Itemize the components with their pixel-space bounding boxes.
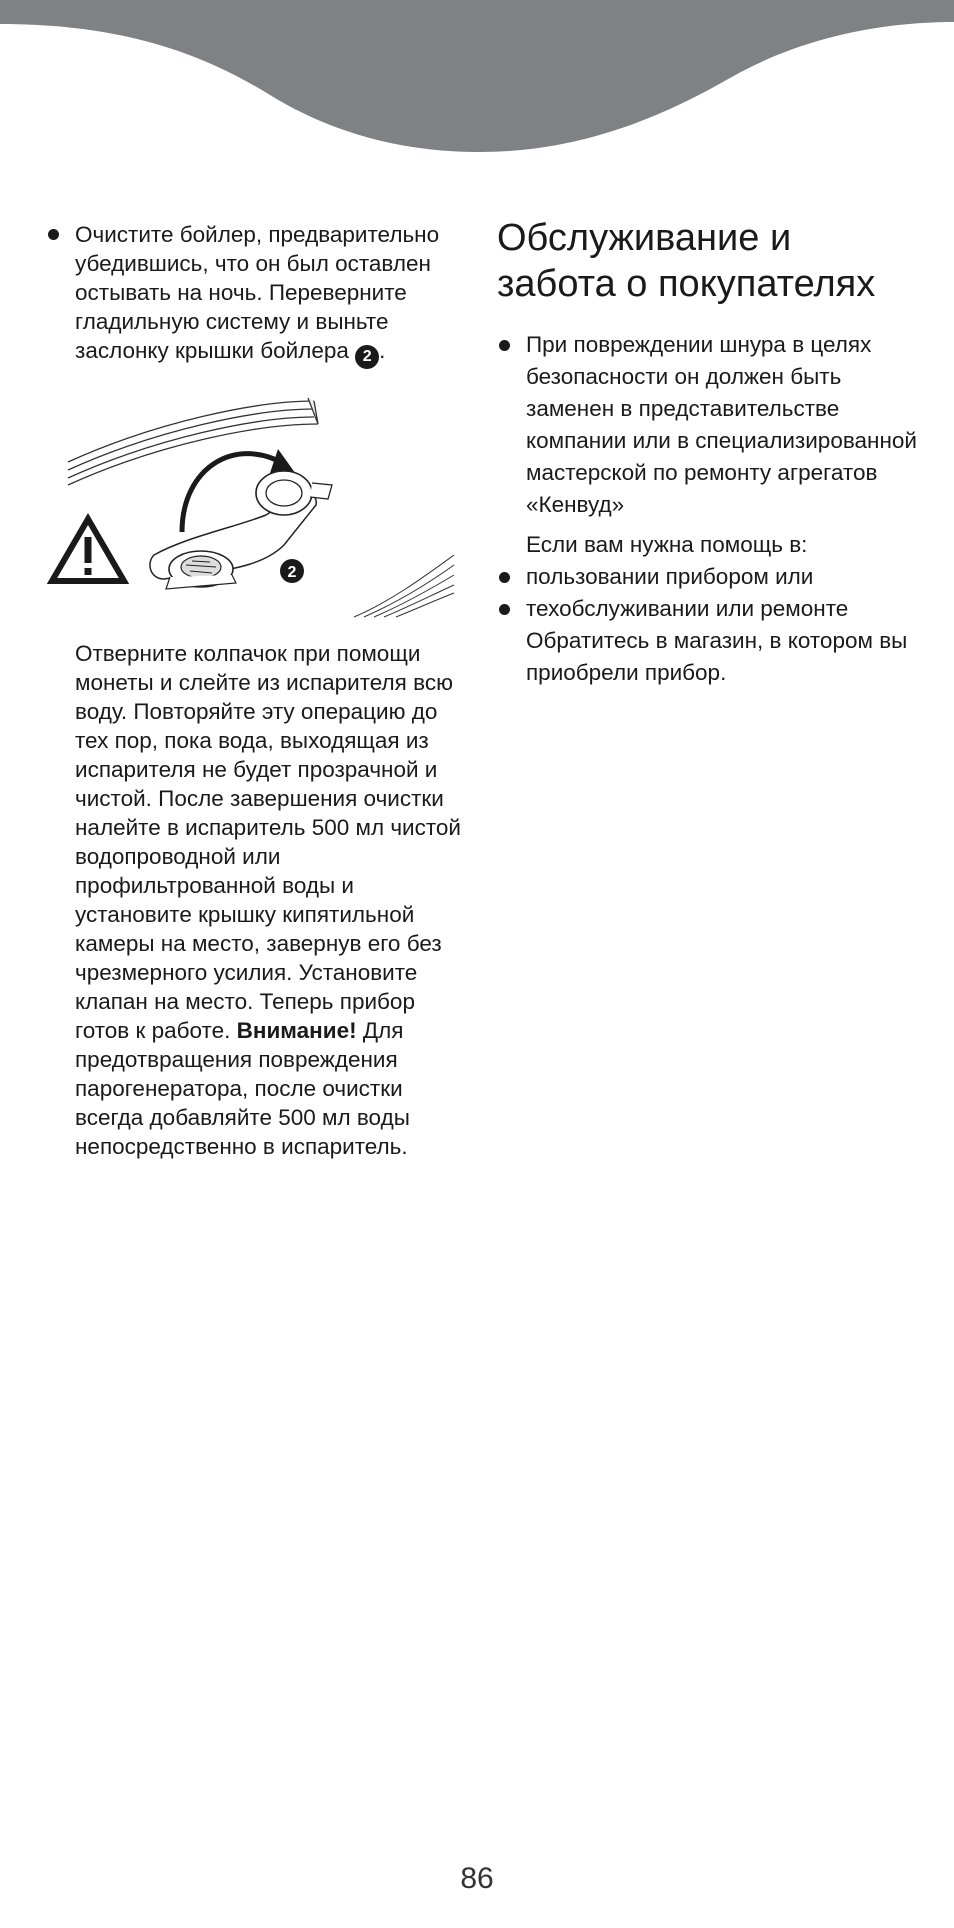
intro-end: . xyxy=(379,338,386,363)
boiler-illustration xyxy=(46,387,464,619)
bullet-icon xyxy=(48,229,59,240)
cleaning-instructions-text: Отверните колпачок при помощи монеты и слейте из испарителя всю воду. Повторяйте эту операцию до тех пор, пока вода, выходящая из испарителя не будет прозрачной и чистой. После завершения очистки налейте в испаритель 500 мл чистой водопроводной или профильтрованной воды и установите крышку кипятильной камеры на место, завернув его без чрезмерного усилия. Установите клапан на место. Теперь прибор готов к работе. xyxy=(75,641,462,1043)
warning-triangle-icon xyxy=(52,519,124,581)
figure-ref-number: 2 xyxy=(355,345,379,369)
right-column xyxy=(497,215,917,689)
intro-bullet xyxy=(46,220,464,369)
cord-bullet-text: При повреждении шнура в целях безопасности он должен быть заменен в представительстве компании или в специализированной мастерской по ремонту агрегатов «Кенвуд» xyxy=(526,332,917,517)
header-wave-band xyxy=(0,0,954,160)
callout-number: 2 xyxy=(287,564,297,581)
warning-text: Для предотвращения повреждения парогенератора, после очистки всегда добавляйте 500 мл воды непосредственно в испаритель. xyxy=(75,1018,410,1159)
help-item xyxy=(497,593,917,625)
left-column xyxy=(46,220,464,1161)
cord-bullet xyxy=(497,329,917,521)
warning-label: Внимание! xyxy=(236,1018,357,1043)
bullet-icon xyxy=(499,340,510,351)
contact-text: Обратитесь в магазин, в котором вы приобрели прибор. xyxy=(526,628,908,685)
intro-bullet-text: Очистите бойлер, предварительно убедившись, что он был оставлен остывать на ночь. Переверните гладильную систему и выньте заслонку крышки бойлера xyxy=(75,222,440,363)
bullet-icon xyxy=(499,572,510,583)
page-number: 86 xyxy=(460,1862,494,1895)
help-item-text: техобслуживании или ремонте xyxy=(526,596,849,621)
boiler-cap-figure xyxy=(46,387,464,619)
cleaning-instructions xyxy=(46,639,464,1161)
bullet-icon xyxy=(499,604,510,615)
help-item xyxy=(497,561,917,593)
section-heading: Обслуживание и забота о покупателях xyxy=(497,217,876,305)
help-item-text: пользовании прибором или xyxy=(526,564,814,589)
help-intro: Если вам нужна помощь в: xyxy=(526,532,808,557)
